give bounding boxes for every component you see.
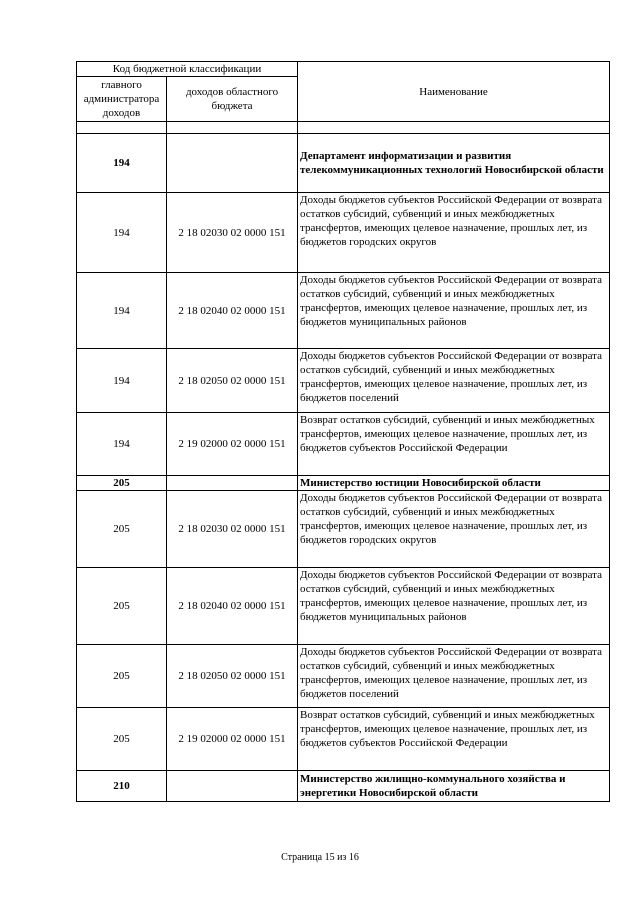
income-code-cell: 2 18 02050 02 0000 151 bbox=[167, 349, 298, 413]
admin-code-cell: 194 bbox=[77, 413, 167, 476]
table-row bbox=[77, 349, 610, 413]
table-row bbox=[77, 568, 610, 645]
admin-code-cell: 194 bbox=[77, 273, 167, 349]
table-body bbox=[77, 134, 610, 802]
table-row bbox=[77, 491, 610, 568]
name-cell: Доходы бюджетов субъектов Российской Федерации от возврата остатков субсидий, субвенций и иных межбюджетных трансфертов, имеющих целевое назначение, прошлых лет, из бюджетов городских округов bbox=[298, 491, 610, 568]
table-row bbox=[77, 708, 610, 771]
name-cell: Доходы бюджетов субъектов Российской Федерации от возврата остатков субсидий, субвенций и иных межбюджетных трансфертов, имеющих целевое назначение, прошлых лет, из бюджетов городских округов bbox=[298, 193, 610, 273]
name-cell: Министерство юстиции Новосибирской области bbox=[298, 476, 610, 491]
name-cell: Доходы бюджетов субъектов Российской Федерации от возврата остатков субсидий, субвенций и иных межбюджетных трансфертов, имеющих целевое назначение, прошлых лет, из бюджетов муниципальных районов bbox=[298, 568, 610, 645]
admin-code-cell: 205 bbox=[77, 568, 167, 645]
page-number: Страница 15 из 16 bbox=[281, 852, 359, 863]
name-cell: Доходы бюджетов субъектов Российской Федерации от возврата остатков субсидий, субвенций и иных межбюджетных трансфертов, имеющих целевое назначение, прошлых лет, из бюджетов муниципальных районов bbox=[298, 273, 610, 349]
admin-code-cell: 194 bbox=[77, 193, 167, 273]
admin-code-cell: 194 bbox=[77, 349, 167, 413]
budget-classification-table bbox=[76, 61, 610, 802]
table-header bbox=[77, 62, 610, 134]
admin-code-cell: 205 bbox=[77, 491, 167, 568]
income-code-cell: 2 18 02030 02 0000 151 bbox=[167, 491, 298, 568]
income-code-cell: 2 18 02030 02 0000 151 bbox=[167, 193, 298, 273]
admin-code-cell: 205 bbox=[77, 476, 167, 491]
header-income-column: доходов областного бюджета bbox=[167, 77, 298, 122]
name-cell: Министерство жилищно-коммунального хозяйства и энергетики Новосибирской области bbox=[298, 771, 610, 802]
admin-code-cell: 210 bbox=[77, 771, 167, 802]
admin-code-cell: 205 bbox=[77, 708, 167, 771]
section-row bbox=[77, 134, 610, 193]
header-budget-code: Код бюджетной классификации bbox=[77, 62, 298, 77]
table-row bbox=[77, 413, 610, 476]
name-cell: Департамент информатизации и развития телекоммуникационных технологий Новосибирской области bbox=[298, 134, 610, 193]
name-cell: Доходы бюджетов субъектов Российской Федерации от возврата остатков субсидий, субвенций и иных межбюджетных трансфертов, имеющих целевое назначение, прошлых лет, из бюджетов поселений bbox=[298, 349, 610, 413]
income-code-cell bbox=[167, 476, 298, 491]
section-row bbox=[77, 771, 610, 802]
table-row bbox=[77, 193, 610, 273]
name-cell: Доходы бюджетов субъектов Российской Федерации от возврата остатков субсидий, субвенций и иных межбюджетных трансфертов, имеющих целевое назначение, прошлых лет, из бюджетов поселений bbox=[298, 645, 610, 708]
table-row bbox=[77, 645, 610, 708]
name-cell: Возврат остатков субсидий, субвенций и иных межбюджетных трансфертов, имеющих целевое назначение, прошлых лет, из бюджетов субъектов Российской Федерации bbox=[298, 708, 610, 771]
income-code-cell: 2 19 02000 02 0000 151 bbox=[167, 708, 298, 771]
header-name: Наименование bbox=[298, 62, 610, 122]
spacer-row bbox=[77, 122, 610, 134]
header-admin-column: главного администратора доходов bbox=[77, 77, 167, 122]
admin-code-cell: 205 bbox=[77, 645, 167, 708]
income-code-cell: 2 18 02050 02 0000 151 bbox=[167, 645, 298, 708]
income-code-cell bbox=[167, 771, 298, 802]
income-code-cell bbox=[167, 134, 298, 193]
name-cell: Возврат остатков субсидий, субвенций и иных межбюджетных трансфертов, имеющих целевое назначение, прошлых лет, из бюджетов субъектов Российской Федерации bbox=[298, 413, 610, 476]
section-row bbox=[77, 476, 610, 491]
income-code-cell: 2 18 02040 02 0000 151 bbox=[167, 273, 298, 349]
admin-code-cell: 194 bbox=[77, 134, 167, 193]
income-code-cell: 2 18 02040 02 0000 151 bbox=[167, 568, 298, 645]
table-row bbox=[77, 273, 610, 349]
income-code-cell: 2 19 02000 02 0000 151 bbox=[167, 413, 298, 476]
